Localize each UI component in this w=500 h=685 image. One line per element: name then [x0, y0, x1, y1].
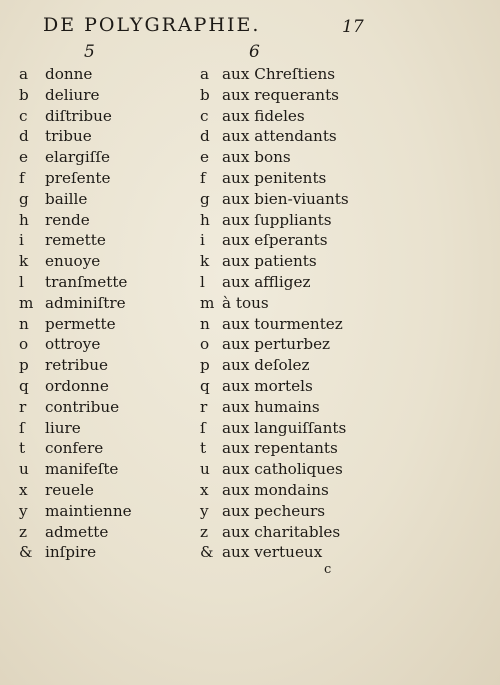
table-row [0, 189, 500, 210]
object-phrase: aux deſolez [222, 356, 310, 375]
verb-word: retribue [45, 356, 108, 375]
object-phrase: aux eſperants [222, 231, 328, 250]
verb-word: reuele [45, 480, 94, 499]
table-row [0, 438, 500, 459]
left-letter: z [19, 522, 28, 541]
verb-word: admette [45, 522, 109, 541]
left-letter: k [19, 252, 29, 271]
verb-word: preſente [45, 168, 111, 187]
left-letter: a [19, 65, 29, 83]
table-row [0, 355, 500, 376]
table-row [0, 397, 500, 418]
object-phrase: aux mondains [222, 480, 329, 499]
table-row [0, 480, 500, 501]
object-phrase: aux patients [222, 252, 317, 271]
verb-word: ottroye [45, 335, 101, 354]
object-phrase: aux charitables [222, 522, 341, 541]
left-letter: b [19, 85, 29, 104]
object-phrase: aux bons [222, 148, 291, 167]
right-letter: h [200, 210, 210, 229]
right-letter: c [200, 106, 209, 125]
verb-word: manifeſte [45, 460, 119, 479]
right-letter: m [200, 293, 215, 312]
table-row [0, 168, 500, 189]
verb-word: ordonne [45, 376, 109, 395]
right-letter: y [200, 501, 209, 520]
table-row [0, 459, 500, 480]
left-letter: p [19, 356, 29, 375]
left-letter: r [19, 397, 27, 416]
table-row [0, 522, 500, 543]
page-number: 17 [342, 17, 364, 37]
right-letter: r [200, 397, 208, 416]
right-letter: a [200, 65, 210, 83]
object-phrase: à tous [222, 293, 269, 312]
verb-word: liure [45, 418, 81, 437]
object-phrase: aux fideles [222, 106, 305, 125]
object-phrase: aux mortels [222, 376, 313, 395]
table-row [0, 542, 500, 563]
left-letter: & [19, 543, 33, 562]
table-row [0, 147, 500, 168]
left-letter: c [19, 106, 28, 125]
right-column-number: 6 [249, 42, 260, 62]
right-letter: x [200, 480, 209, 499]
object-phrase: aux attendants [222, 127, 337, 146]
object-phrase: aux Chreſtiens [222, 65, 336, 83]
object-phrase: aux penitents [222, 168, 327, 187]
right-letter: i [200, 231, 205, 250]
table-row [0, 272, 500, 293]
object-phrase: aux perturbez [222, 335, 331, 354]
left-column-number: 5 [84, 42, 95, 62]
cipher-table [0, 64, 500, 563]
table-row [0, 251, 500, 272]
left-letter: m [19, 293, 34, 312]
object-phrase: aux languiſſants [222, 418, 347, 437]
signature-mark: c [324, 562, 332, 577]
verb-word: donne [45, 65, 93, 83]
right-letter: & [200, 543, 214, 562]
verb-word: rende [45, 210, 90, 229]
right-letter: z [200, 522, 209, 541]
left-letter: ſ [19, 418, 25, 437]
right-letter: k [200, 252, 210, 271]
right-letter: u [200, 460, 210, 479]
verb-word: deliure [45, 85, 100, 104]
verb-word: maintienne [45, 501, 132, 520]
left-letter: i [19, 231, 24, 250]
table-row [0, 126, 500, 147]
left-letter: g [19, 189, 29, 208]
table-row [0, 64, 500, 85]
verb-word: diſtribue [45, 106, 112, 125]
left-letter: l [19, 272, 24, 291]
right-letter: l [200, 272, 205, 291]
table-row [0, 334, 500, 355]
object-phrase: aux humains [222, 397, 320, 416]
object-phrase: aux bien-viuants [222, 189, 349, 208]
table-row [0, 230, 500, 251]
right-letter: q [200, 376, 210, 395]
table-row [0, 314, 500, 335]
right-letter: e [200, 148, 209, 167]
page-title: DE POLYGRAPHIE. [43, 14, 261, 36]
left-letter: x [19, 480, 28, 499]
right-letter: t [200, 439, 207, 458]
right-letter: g [200, 189, 210, 208]
right-letter: n [200, 314, 210, 333]
object-phrase: aux catholiques [222, 460, 343, 479]
table-row [0, 106, 500, 127]
right-letter: b [200, 85, 210, 104]
table-row [0, 85, 500, 106]
verb-word: baille [45, 189, 88, 208]
verb-word: enuoye [45, 252, 101, 271]
verb-word: confere [45, 439, 104, 458]
table-row [0, 376, 500, 397]
object-phrase: aux vertueux [222, 543, 323, 562]
verb-word: remette [45, 231, 106, 250]
verb-word: elargiſſe [45, 148, 110, 167]
verb-word: tranſmette [45, 272, 128, 291]
table-row [0, 418, 500, 439]
object-phrase: aux requerants [222, 85, 339, 104]
left-letter: e [19, 148, 28, 167]
right-letter: d [200, 127, 210, 146]
left-letter: q [19, 376, 29, 395]
table-row [0, 501, 500, 522]
right-letter: o [200, 335, 210, 354]
left-letter: o [19, 335, 29, 354]
object-phrase: aux tourmentez [222, 314, 343, 333]
left-letter: y [19, 501, 28, 520]
verb-word: inſpire [45, 543, 97, 562]
left-letter: u [19, 460, 29, 479]
object-phrase: aux pecheurs [222, 501, 326, 520]
verb-word: contribue [45, 397, 120, 416]
left-letter: t [19, 439, 26, 458]
verb-word: permette [45, 314, 116, 333]
object-phrase: aux ſuppliants [222, 210, 332, 229]
verb-word: adminiſtre [45, 293, 126, 312]
right-letter: ſ [200, 418, 206, 437]
verb-word: tribue [45, 127, 92, 146]
object-phrase: aux affligez [222, 272, 311, 291]
table-row [0, 293, 500, 314]
object-phrase: aux repentants [222, 439, 338, 458]
left-letter: h [19, 210, 29, 229]
left-letter: f [19, 168, 25, 187]
right-letter: p [200, 356, 210, 375]
left-letter: d [19, 127, 29, 146]
table-row [0, 210, 500, 231]
left-letter: n [19, 314, 29, 333]
right-letter: f [200, 168, 206, 187]
running-header [0, 8, 500, 38]
